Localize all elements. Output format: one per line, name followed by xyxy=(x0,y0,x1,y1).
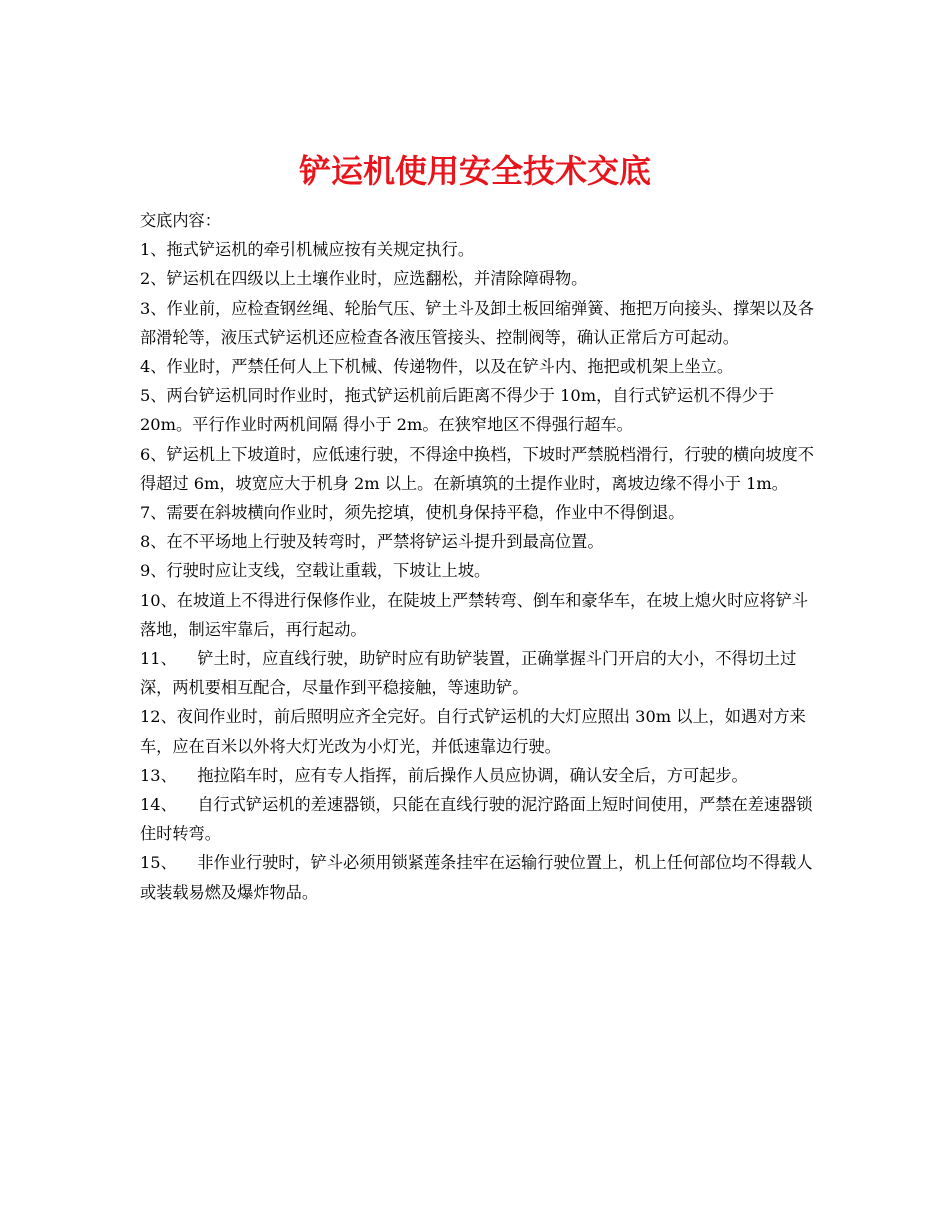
document-title: 铲运机使用安全技术交底 xyxy=(298,152,651,191)
paragraph-8: 8、在不平场地上行驶及转弯时，严禁将铲运斗提升到最高位置。 xyxy=(140,532,604,552)
paragraph-11: 11、 铲土时，应直线行驶，助铲时应有助铲装置，正确掌握斗门开启的大小，不得切土过深，两机要相互配合，尽量作到平稳接触，等速助铲。 xyxy=(140,649,797,698)
paragraph-10: 10、在坡道上不得进行保修作业，在陡坡上严禁转弯、倒车和豪华车，在坡上熄火时应将铲斗落地，制运牢靠后，再行起动。 xyxy=(140,590,809,639)
paragraph-1: 1、拖式铲运机的牵引机械应按有关规定执行。 xyxy=(140,240,475,260)
paragraph-15: 15、 非作业行驶时，铲斗必须用锁紧莲条挂牢在运输行驶位置上，机上任何部位均不得载人或装载易燃及爆炸物品。 xyxy=(140,853,813,902)
paragraph-2: 2、铲运机在四级以上土壤作业时，应选翻松，并清除障碍物。 xyxy=(140,269,588,289)
paragraph-3: 3、作业前，应检查钢丝绳、轮胎气压、铲土斗及卸土板回缩弹簧、拖把万向接头、撑架以及各部滑轮等，液压式铲运机还应检查各液压管接头、控制阀等，确认正常后方可起动。 xyxy=(140,298,814,347)
paragraph-4: 4、作业时，严禁任何人上下机械、传递物件，以及在铲斗内、拖把或机架上坐立。 xyxy=(140,357,734,377)
paragraph-12: 12、夜间作业时，前后照明应齐全完好。自行式铲运机的大灯应照出 30m 以上，如遇对方来车，应在百米以外将大灯光改为小灯光，并低速靠边行驶。 xyxy=(140,707,806,756)
paragraph-7: 7、需要在斜坡横向作业时，须先挖填，使机身保持平稳，作业中不得倒退。 xyxy=(140,503,685,523)
document-body xyxy=(140,206,820,907)
paragraph-6: 6、铲运机上下坡道时，应低速行驶，不得途中换档，下坡时严禁脱档滑行，行驶的横向坡度不得超过 6m，坡宽应大于机身 2m 以上。在新填筑的土提作业时，离坡边缘不得小于 1m。 xyxy=(140,444,814,493)
intro-line: 交底内容： xyxy=(140,211,221,230)
paragraph-13: 13、 拖拉陷车时，应有专人指挥，前后操作人员应协调，确认安全后，方可起步。 xyxy=(140,765,748,785)
paragraph-5: 5、两台铲运机同时作业时，拖式铲运机前后距离不得少于 10m，自行式铲运机不得少于 20m。平行作业时两机间隔 得小于 2m。在狭窄地区不得强行超车。 xyxy=(140,386,780,435)
paragraph-14: 14、 自行式铲运机的差速器锁，只能在直线行驶的泥泞路面上短时间使用，严禁在差速器锁住时转弯。 xyxy=(140,795,813,844)
paragraph-9: 9、行驶时应让支线，空载让重载，下坡让上坡。 xyxy=(140,561,491,581)
